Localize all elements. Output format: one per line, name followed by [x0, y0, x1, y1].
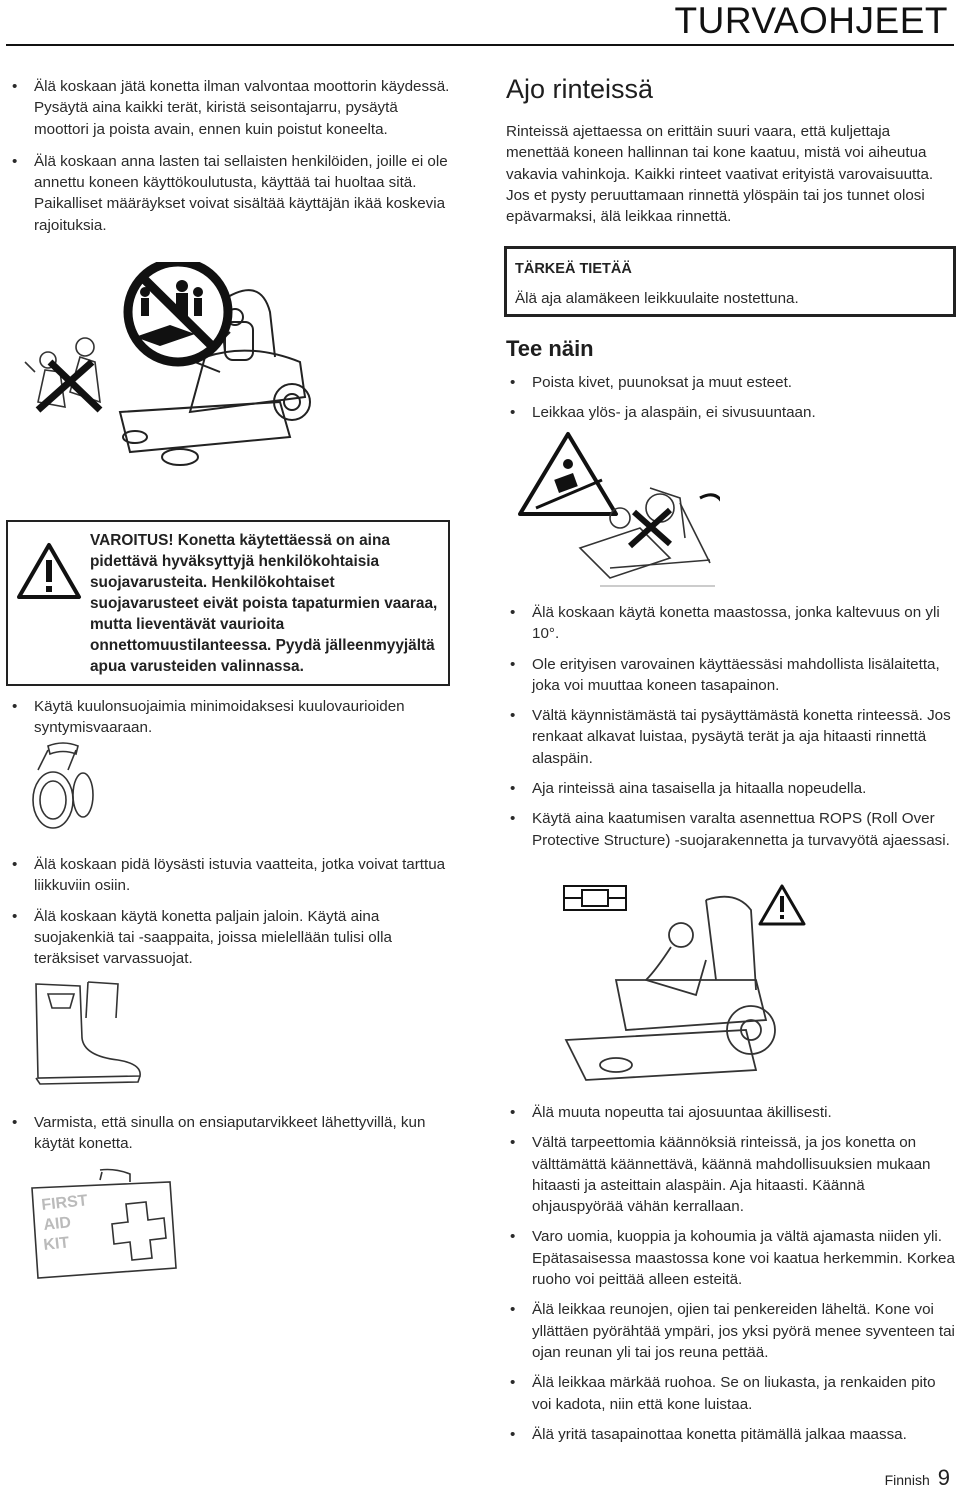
important-box	[504, 246, 956, 317]
prohibition-sign-icon	[128, 262, 228, 362]
ear-protector-illustration	[28, 740, 108, 840]
warning-triangle-icon	[16, 542, 82, 600]
list-item: • Vältä käynnistämästä tai pysäyttämästä konetta rinteessä. Jos renkaat alkavat luistaa, pysäytä terät ja aja hitaasti rinnettä alaspäin.	[504, 705, 956, 769]
page-number: 9	[937, 1465, 950, 1490]
list-item: • Leikkaa ylös- ja alaspäin, ei sivusuuntaan.	[504, 402, 956, 423]
do-bullets-block	[504, 372, 956, 433]
rops-warning-triangle-icon	[760, 886, 804, 924]
list-item: • Älä koskaan jätä konetta ilman valvontaa moottorin käydessä. Pysäytä aina kaikki terät, kiristä seisontajarru, pysäytä moottori ja poista avain, ennen kuin poistut koneelta.	[6, 76, 456, 140]
list-item: • Älä koskaan pidä löysästi istuvia vaatteita, jotka voivat tarttua liikkuviin osiin.	[6, 854, 456, 897]
first-aid-kit-label-line2: AID	[42, 1214, 72, 1234]
footer-language: Finnish	[884, 1472, 930, 1488]
driving-bullets-block	[504, 1102, 956, 1454]
list-item: • Älä yritä tasapainottaa konetta pitämällä jalkaa maassa.	[504, 1424, 956, 1445]
list-item: • Älä muuta nopeutta tai ajosuuntaa äkillisesti.	[504, 1102, 956, 1123]
slope-bullets-block	[504, 602, 956, 860]
list-item: • Älä koskaan käytä konetta maastossa, jonka kaltevuus on yli 10°.	[504, 602, 956, 645]
list-item: • Älä koskaan käytä konetta paljain jaloin. Käytä aina suojakenkiä tai -saappaita, joissa mielellään tulisi olla teräksiset varvassuojat.	[6, 906, 456, 970]
list-item: • Käytä kuulonsuojaimia minimoidaksesi kuulovaurioiden syntymisvaaraan.	[6, 696, 456, 739]
warning-box	[6, 520, 450, 686]
cross-mark-icon	[630, 510, 670, 546]
warning-text: VAROITUS! Konetta käytettäessä on aina pidettävä hyväksyttyjä henkilökohtaisia suojavarusteita. Henkilökohtaiset suojavarusteet eivät poista tapaturmien vaaraa, mutta lieventävät vaurioita onnettomuustilanteessa. Pyydä jälleenmyyjältä apua varusteiden valinnassa.	[90, 532, 438, 675]
no-children-illustration	[20, 262, 420, 477]
important-text: Älä aja alamäkeen leikkuulaite nostettuna.	[515, 290, 799, 307]
list-item: • Poista kivet, puunoksat ja muut esteet.	[504, 372, 956, 393]
rops-mower-illustration	[556, 880, 836, 1085]
page-title: TURVAOHJEET	[674, 0, 948, 41]
list-item: • Älä leikkaa märkää ruohoa. Se on liukasta, ja renkaiden pito voi kadota, niin että kone luistaa.	[504, 1372, 956, 1415]
mower-with-rops-drawing	[566, 897, 775, 1080]
list-item: • Älä leikkaa reunojen, ojien tai penkereiden läheltä. Kone voi yllättäen pyörähtää ympäri, jos yksi pyörä menee syventeen tai ojan reunan yli tai jos reuna pettää.	[504, 1299, 956, 1363]
safety-boots-illustration	[18, 978, 158, 1088]
do-title: Tee näin	[506, 336, 594, 361]
list-item: • Käytä aina kaatumisen varalta asennettua ROPS (Roll Over Protective Structure) -suojarakennetta ja turvavyötä ajaessasi.	[504, 808, 956, 851]
list-item: • Varmista, että sinulla on ensiaputarvikkeet lähettyvillä, kun käytät konetta.	[6, 1112, 456, 1155]
important-title: TÄRKEÄ TIETÄÄ	[515, 261, 632, 277]
header-rule	[6, 44, 954, 46]
section-intro: Rinteissä ajettaessa on erittäin suuri vaara, että kuljettaja menettää koneen hallinnan tai kone kaatuu, mistä voi aiheutua vakavia vahinkoja. Kaikki rinteet vaativat erityistä varovaisuutta. Jos et pysty peruuttamaan rinnettä ylöspäin tai jos tunnet olosi epävarmaksi, älä leikkaa rinnettä.	[506, 123, 934, 226]
rotation-arrow-icon	[700, 495, 720, 502]
first-aid-block	[6, 1112, 456, 1164]
section-title: Ajo rinteissä	[506, 74, 654, 104]
first-aid-kit-label-line3: KIT	[42, 1234, 71, 1254]
intro-bullet-list	[6, 76, 456, 236]
first-aid-kit-label-line1: FIRST	[40, 1192, 89, 1214]
list-item: • Vältä tarpeettomia käännöksiä rinteissä, ja jos konetta on välttämättä käännettävä, käännä mahdollisuuksien mukaan hitaasti ja asteittain alaspäin. Aja hitaasti. Käännä ohjauspyörää vähän kerrallaan.	[504, 1132, 956, 1217]
slope-warning-illustration	[510, 428, 720, 588]
cross-mark-icon	[38, 362, 100, 410]
list-item: • Älä koskaan anna lasten tai sellaisten henkilöiden, joille ei ole annettu koneen käyttökoulutusta, käyttää tai huoltaa sitä. Paikalliset määräykset voivat sisältää käyttäjän ikää koskevia rajoituksia.	[6, 151, 456, 236]
seatbelt-icon	[564, 886, 626, 910]
page-footer	[885, 1465, 950, 1491]
list-item: • Aja rinteissä aina tasaisella ja hitaalla nopeudella.	[504, 778, 956, 799]
intro-bullets-block	[6, 76, 456, 245]
clothing-block	[6, 854, 456, 978]
list-item: • Varo uomia, kuoppia ja kohoumia ja vältä ajamasta niiden yli. Epätasaisessa maastossa kone voi kaatua herkemmin. Korkea ruoho voi peittää alleen esteitä.	[504, 1226, 956, 1290]
list-item: • Ole erityisen varovainen käyttäessäsi mahdollista lisälaitetta, joka voi muuttaa koneen tasapainon.	[504, 654, 956, 697]
first-aid-kit-illustration	[30, 1168, 180, 1283]
slope-warning-triangle-icon	[520, 434, 616, 514]
